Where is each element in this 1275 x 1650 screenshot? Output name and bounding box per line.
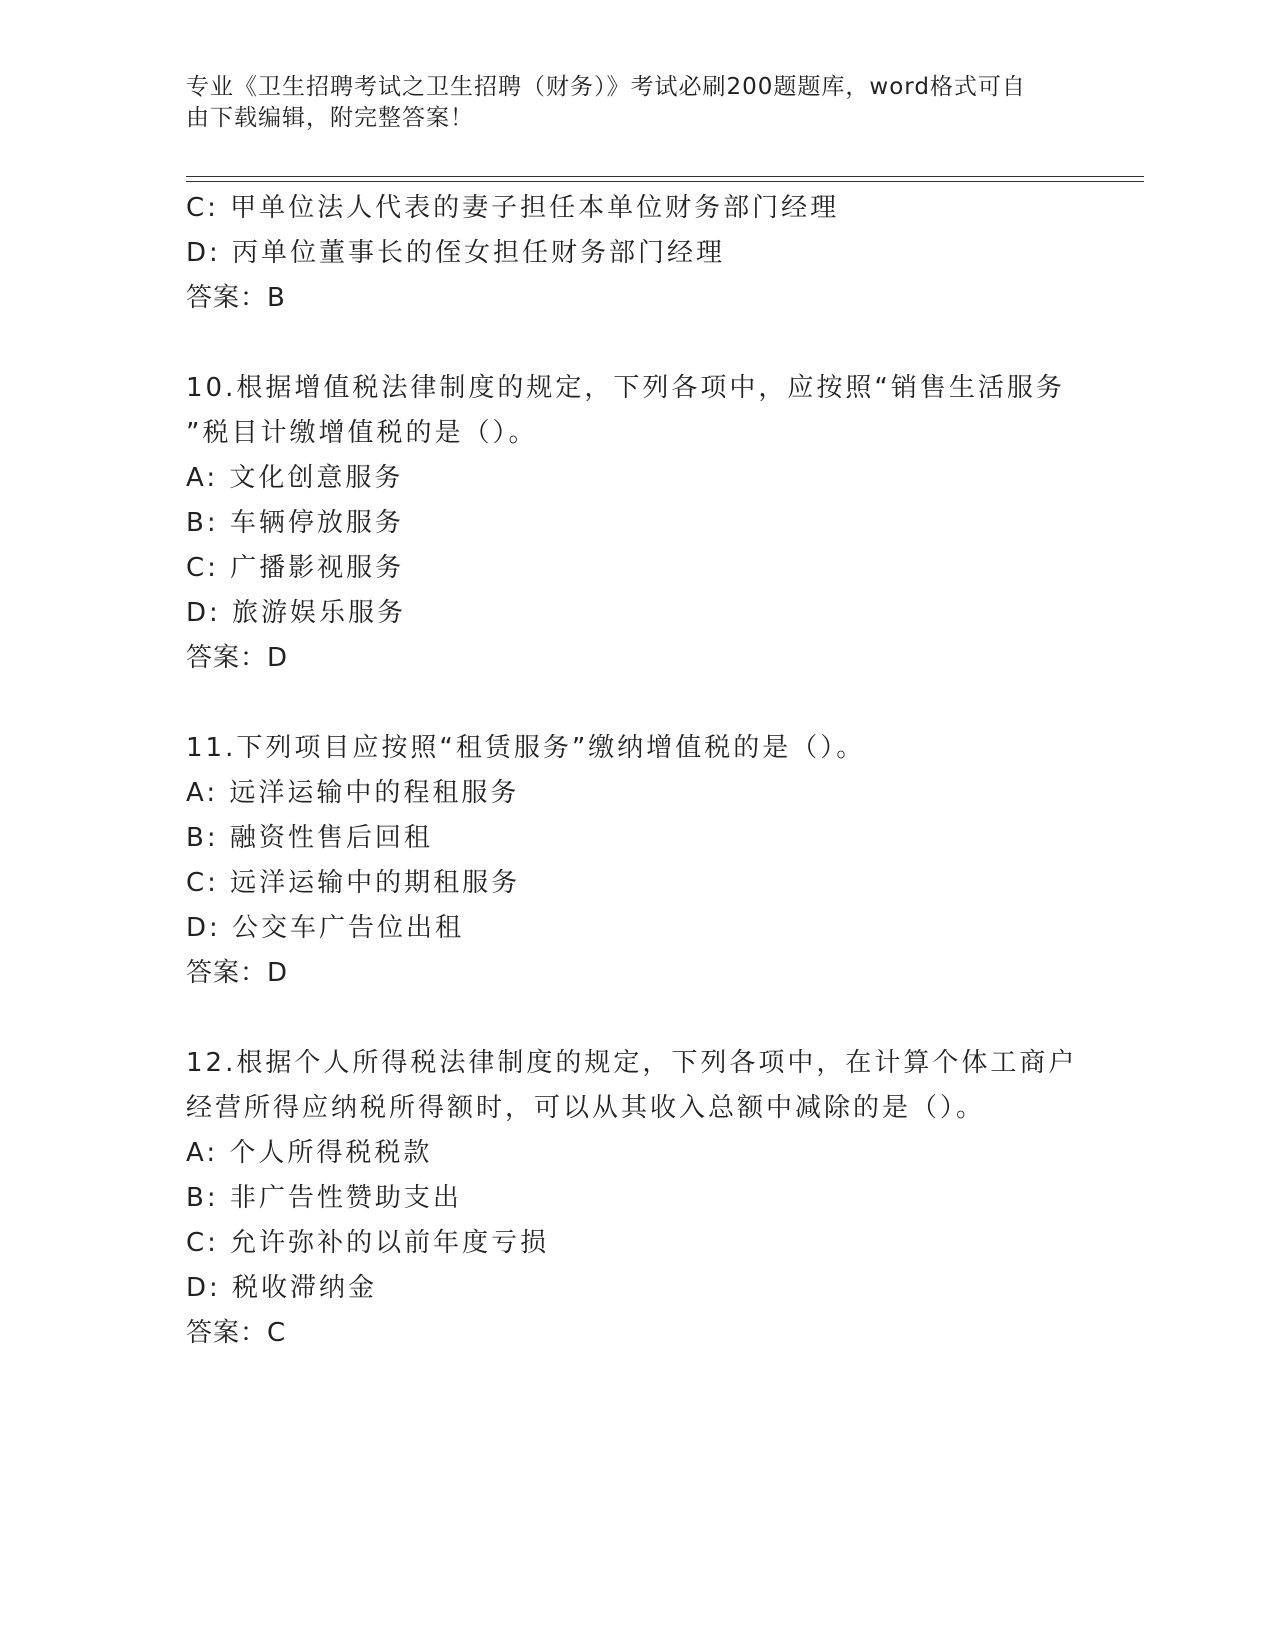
question-10	[186, 366, 1086, 681]
header-line-1: 专业《卫生招聘考试之卫生招聘（财务）》考试必刷200题题库，word格式可自	[186, 74, 1026, 100]
option-b: B: 车辆停放服务	[186, 508, 404, 538]
option-d: D: 旅游娱乐服务	[186, 598, 407, 628]
option-a: A: 文化创意服务	[186, 463, 404, 493]
header-divider-top	[186, 176, 1144, 177]
answer: 答案：D	[186, 958, 289, 988]
option-c: C: 甲单位法人代表的妻子担任本单位财务部门经理	[186, 193, 840, 223]
option-c: C: 广播影视服务	[186, 553, 405, 583]
answer: 答案：C	[186, 1318, 287, 1348]
option-c: C: 远洋运输中的期租服务	[186, 868, 521, 898]
question-stem: 12.根据个人所得税法律制度的规定，下列各项中，在计算个体工商户	[186, 1048, 1078, 1078]
answer: 答案：B	[186, 283, 286, 313]
option-d: D: 丙单位董事长的侄女担任财务部门经理	[186, 238, 726, 268]
prev-question	[186, 186, 1086, 321]
option-b: B: 融资性售后回租	[186, 823, 433, 853]
question-12	[186, 1041, 1086, 1356]
answer: 答案：D	[186, 643, 289, 673]
option-a: A: 个人所得税税款	[186, 1138, 433, 1168]
question-list	[186, 186, 1086, 1356]
option-d: D: 税收滞纳金	[186, 1273, 378, 1303]
question-stem: ”税目计缴增值税的是（）。	[186, 418, 538, 448]
option-a: A: 远洋运输中的程租服务	[186, 778, 520, 808]
option-b: B: 非广告性赞助支出	[186, 1183, 462, 1213]
option-d: D: 公交车广告位出租	[186, 913, 465, 943]
header-line-2: 由下载编辑，附完整答案！	[186, 105, 474, 131]
question-stem: 经营所得应纳税所得额时，可以从其收入总额中减除的是（）。	[186, 1093, 986, 1123]
question-11	[186, 726, 1086, 996]
document-header	[186, 72, 1066, 134]
question-stem: 11.下列项目应按照“租赁服务”缴纳增值税的是（）。	[186, 733, 866, 763]
option-c: C: 允许弥补的以前年度亏损	[186, 1228, 550, 1258]
question-stem: 10.根据增值税法律制度的规定，下列各项中，应按照“销售生活服务	[186, 373, 1065, 403]
header-divider-bottom	[186, 181, 1144, 182]
